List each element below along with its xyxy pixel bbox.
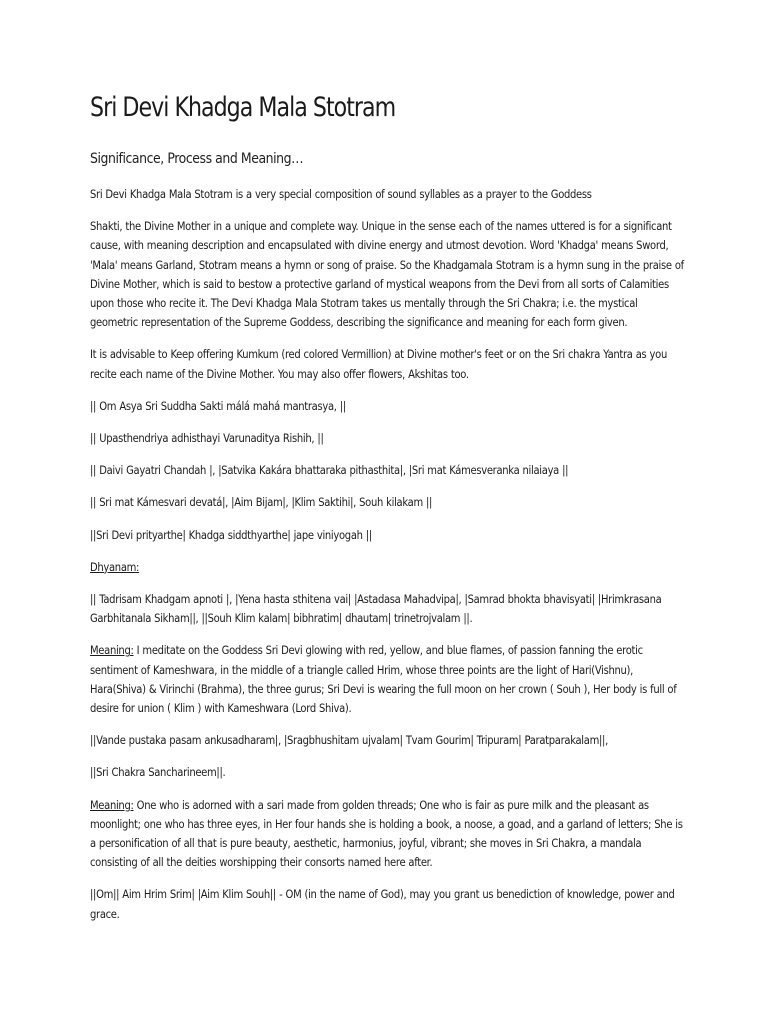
verse-8: ||Om|| Aim Hrim Srim| |Aim Klim Souh|| - OM (in the name of God), may you grant us benediction of knowledge, power and grace.: [90, 887, 675, 921]
paragraph-advisable: It is advisable to Keep offering Kumkum (red colored Vermillion) at Divine mother's feet or on the Sri chakra Yantra as you recite each name of the Divine Mother. You may also offer flowers, Akshitas too.: [90, 347, 667, 381]
meaning-1-text: I meditate on the Goddess Sri Devi glowing with red, yellow, and blue flames, of passion fanning the erotic sentiment of Kameshwara, in the middle of a triangle called Hrim, whose three points are the light of Hari(Vishnu), Hara(Shiva) & Virinchi (Brahma), the three gurus; Sri Devi is wearing the full moon on her crown ( Souh ), Her body is full of desire for union ( Klim ) with Kameshwara (Lord Shiva).: [90, 643, 677, 716]
verse-6: ||Vande pustaka pasam ankusadharam|, |Sragbhushitam ujvalam| Tvam Gourim| Tripuram| Paratparakalam||,: [90, 733, 608, 748]
dhyanam-heading: [90, 558, 686, 577]
verse-3: || Daivi Gayatri Chandah |, |Satvika Kakára bhattaraka pithasthita|, |Sri mat Kámesveranka nilaiaya ||: [90, 463, 569, 478]
document-body: [90, 185, 686, 937]
meaning-2-label: Meaning:: [90, 797, 134, 812]
paragraph-intro: Sri Devi Khadga Mala Stotram is a very special composition of sound syllables as a prayer to the Goddess: [90, 187, 592, 201]
document-title: Sri Devi Khadga Mala Stotram: [90, 92, 396, 123]
document-page: [90, 0, 686, 1024]
document-subtitle: Significance, Process and Meaning…: [90, 151, 304, 167]
verse-7: ||Sri Chakra Sancharineem||.: [90, 765, 226, 780]
meaning-1: [90, 641, 686, 718]
meaning-1-label: Meaning:: [90, 643, 134, 658]
paragraph-shakti: Shakti, the Divine Mother in a unique and complete way. Unique in the sense each of the names uttered is for a significant cause, with meaning description and encapsulated with divine energy and utmost devotion. Word 'Khadga' means Sword, 'Mala' means Garland, Stotram means a hymn or song of praise. So the Khadgamala Stotram is a hymn sung in the praise of Divine Mother, which is said to bestow a protective garland of mystical weapons from the Devi from all sorts of Calamities upon those who recite it. The Devi Khadga Mala Stotram takes us mentally through the Sri Chakra; i.e. the mystical geometric representation of the Supreme Goddess, describing the significance and meaning for each form given.: [90, 219, 684, 330]
verse-5: ||Sri Devi prityarthe| Khadga siddthyarthe| jape viniyogah ||: [90, 527, 372, 542]
dhyanam-verse: || Tadrisam Khadgam apnoti |, |Yena hasta sthitena vai| |Astadasa Mahadvipa|, |Samrad bhokta bhavisyati| |Hrimkrasana Garbhitanala Sikham||, ||Souh Klim kalam| bibhratim| dhautam| trinetrojvalam ||.: [90, 592, 662, 626]
meaning-2-text: One who is adorned with a sari made from golden threads; One who is fair as pure milk and the pleasant as moonlight; one who has three eyes, in Her four hands she is holding a book, a noose, a goad, and a garland of letters; She is a personification of all that is pure beauty, aesthetic, harmonius, joyful, vibrant; she moves in Sri Chakra, a mandala consisting of all the deities worshipping their consorts named here after.: [90, 797, 683, 870]
meaning-2: [90, 796, 686, 873]
verse-2: || Upasthendriya adhisthayi Varunaditya Rishih, ||: [90, 431, 324, 446]
dhyanam-label: Dhyanam:: [90, 559, 140, 574]
verse-4: || Sri mat Kámesvari devatá|, |Aim Bijam|, |Klim Saktihi|, Souh kilakam ||: [90, 495, 433, 510]
verse-1: || Om Asya Sri Suddha Sakti málá mahá mantrasya, ||: [90, 398, 346, 413]
